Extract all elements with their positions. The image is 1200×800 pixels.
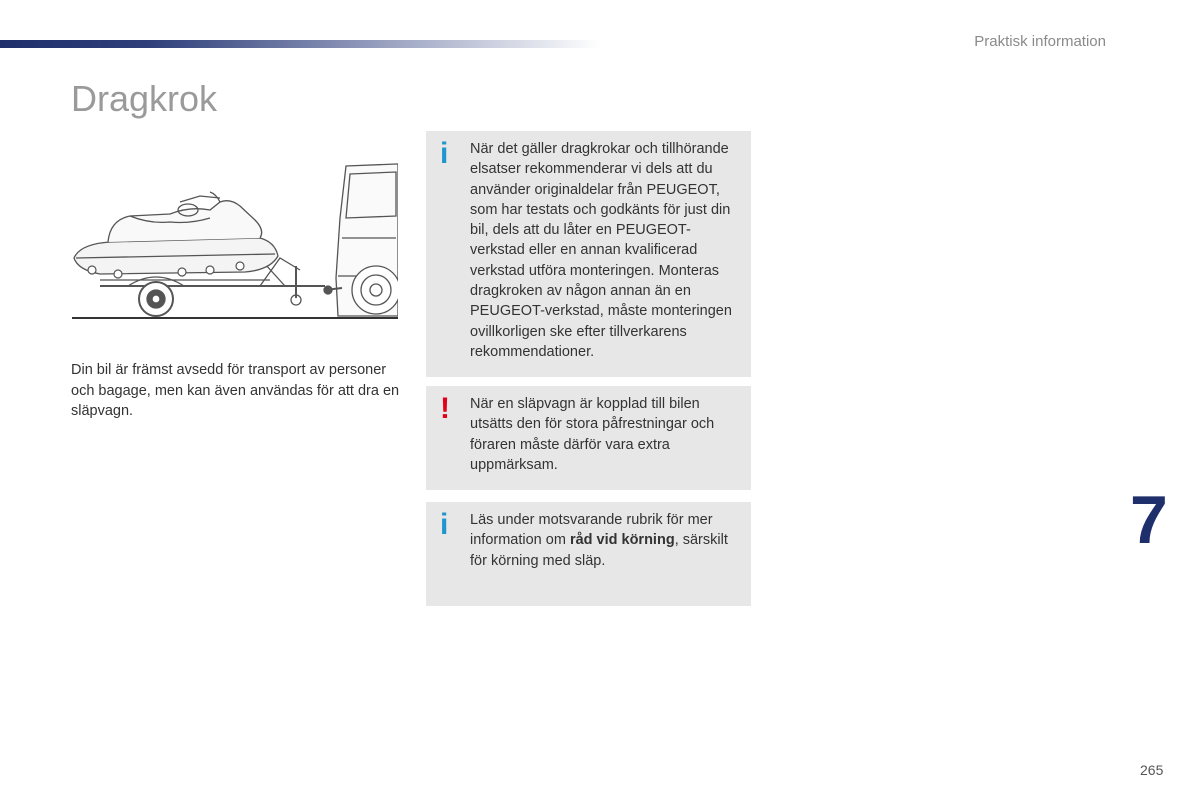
page-number: 265	[1140, 762, 1164, 778]
chapter-number: 7	[1130, 482, 1168, 558]
info-icon: i	[440, 137, 449, 170]
section-header: Praktisk information	[974, 33, 1106, 50]
info-note-text: När det gäller dragkrokar och tillhörande elsatser rekommenderar vi dels att du använder originaldelar från PEUGEOT, som har testats och godkänts för just din bil, dels att du låter en PEUGEOT-verkstad eller en annan kvalificerad verkstad utföra monteringen. Monteras dragkroken av någon annan än en PEUGEOT-verkstad, måste monteringen ovillkorligen ske efter tillverkarens rekommendationer.	[470, 141, 732, 360]
info-note-box-2	[426, 502, 751, 606]
page-title: Dragkrok	[71, 78, 218, 119]
info-note-box	[426, 131, 751, 377]
warning-note-text: När en släpvagn är kopplad till bilen utsätts den för stora påfrestningar och föraren måste därför vara extra uppmärksam.	[470, 396, 715, 473]
car-towing-jetski-trailer-illustration	[70, 158, 398, 324]
info-note-text-start: Läs under motsvarande rubrik för mer information om	[470, 512, 713, 549]
info-icon: i	[440, 508, 449, 541]
intro-paragraph: Din bil är främst avsedd för transport av personer och bagage, men kan även användas för att dra en släpvagn.	[71, 362, 400, 419]
warning-icon: !	[440, 392, 450, 425]
info-note-text-end: , särskilt för körning med släp.	[470, 532, 728, 569]
info-note-text-2	[470, 510, 745, 571]
header-bar	[0, 40, 600, 48]
info-note-link-text[interactable]: råd vid körning	[569, 532, 675, 549]
warning-note-box	[426, 386, 751, 490]
